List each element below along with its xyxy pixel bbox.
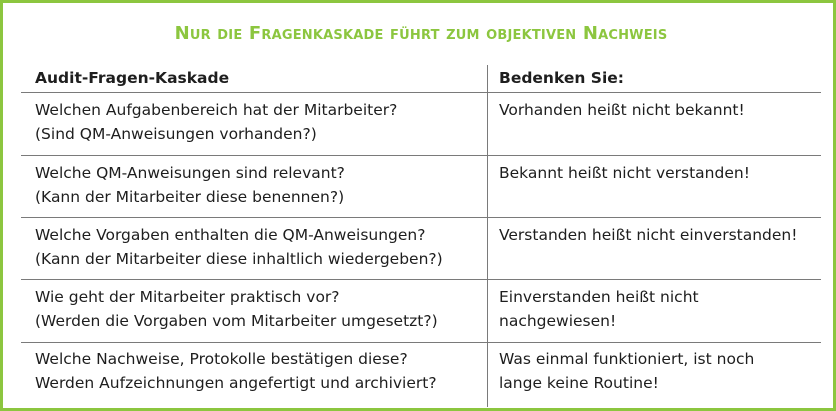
question-subtext: (Sind QM-Anweisungen vorhanden?) — [35, 125, 317, 143]
consideration-text: Einverstanden heißt nicht — [499, 288, 699, 306]
table-row-question — [35, 161, 345, 209]
box-title: Nur die Fragenkaskade führt zum objektiven Nachweis — [174, 23, 668, 44]
table-row-question — [35, 223, 443, 271]
header-rule — [21, 92, 821, 93]
consideration-text: Verstanden heißt nicht einverstanden! — [499, 226, 798, 244]
audit-table — [21, 65, 821, 407]
question-subtext: (Kann der Mitarbeiter diese benennen?) — [35, 188, 345, 206]
consideration-text: Was einmal funktioniert, ist noch — [499, 350, 755, 368]
table-row-question — [35, 285, 438, 333]
table-row-consideration — [499, 223, 797, 247]
question-subtext: Werden Aufzeichnungen angefertigt und archiviert? — [35, 374, 437, 392]
question-text: Welchen Aufgabenbereich hat der Mitarbeiter? — [35, 101, 398, 119]
row-rule — [21, 342, 821, 343]
question-text: Welche Vorgaben enthalten die QM-Anweisungen? — [35, 226, 426, 244]
table-row-question — [35, 98, 397, 146]
question-subtext: (Werden die Vorgaben vom Mitarbeiter umgesetzt?) — [35, 312, 438, 330]
question-subtext: (Kann der Mitarbeiter diese inhaltlich wiedergeben?) — [35, 250, 443, 268]
column-divider — [487, 65, 488, 407]
row-rule — [21, 217, 821, 218]
consideration-text: Bekannt heißt nicht verstanden! — [499, 164, 750, 182]
consideration-text: Vorhanden heißt nicht bekannt! — [499, 101, 745, 119]
table-row-consideration — [499, 98, 745, 122]
question-text: Wie geht der Mitarbeiter praktisch vor? — [35, 288, 340, 306]
row-rule — [21, 155, 821, 156]
question-text: Welche Nachweise, Protokolle bestätigen diese? — [35, 350, 408, 368]
table-row-consideration — [499, 161, 750, 185]
question-text: Welche QM-Anweisungen sind relevant? — [35, 164, 345, 182]
header-audit-questions: Audit-Fragen-Kaskade — [35, 69, 230, 87]
table-row-consideration — [499, 347, 754, 395]
consideration-text: lange keine Routine! — [499, 374, 659, 392]
table-row-consideration — [499, 285, 699, 333]
header-consider: Bedenken Sie: — [499, 69, 624, 87]
row-rule — [21, 279, 821, 280]
consideration-text: nachgewiesen! — [499, 312, 617, 330]
table-row-question — [35, 347, 437, 395]
